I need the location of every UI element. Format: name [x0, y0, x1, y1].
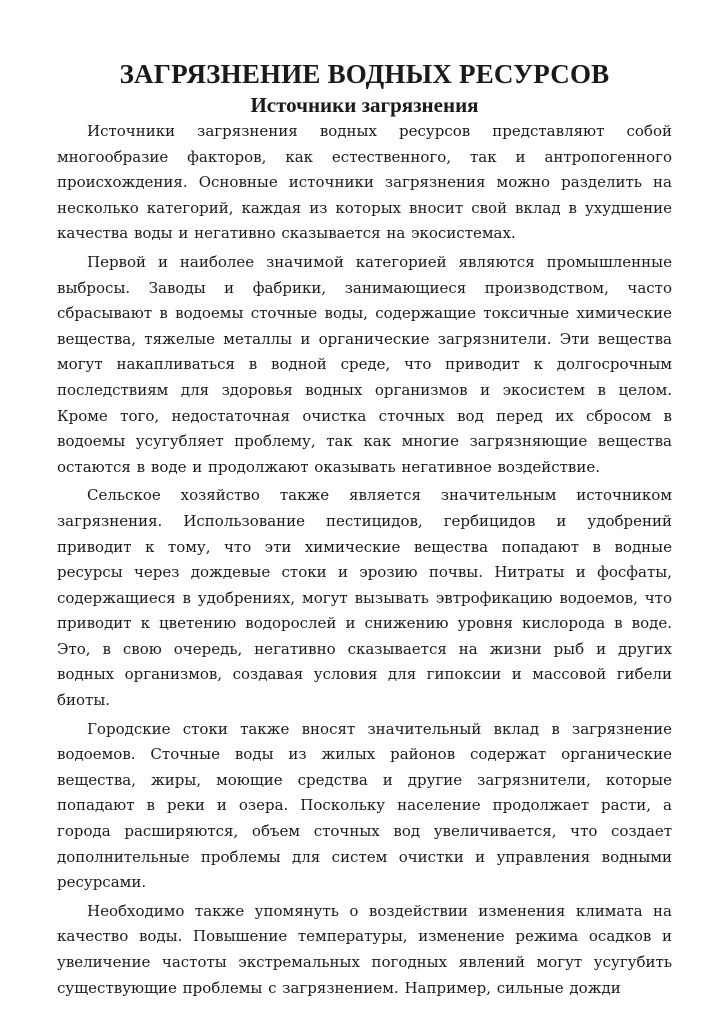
document-title: ЗАГРЯЗНЕНИЕ ВОДНЫХ РЕСУРСОВ	[119, 59, 610, 89]
paragraph: Необходимо также упомянуть о воздействии изменения климата на качество воды. Повышение температуры, изменение режима осадков и увеличение частоты экстремальных погодных явлений могут усугубить существующие проблемы с загрязнением. Например, сильные дожди	[57, 901, 672, 997]
paragraph: Сельское хозяйство также является значительным источником загрязнения. Использование пестицидов, гербицидов и удобрений приводит к тому, что эти химические вещества попадают в водные ресурсы через дождевые стоки и эрозию почвы. Нитраты и фосфаты, содержащиеся в удобрениях, могут вызывать эвтрофикацию водоемов, что приводит к цветению водорослей и снижению уровня кислорода в воде. Это, в свою очередь, негативно сказывается на жизни рыб и других водных организмов, создавая условия для гипоксии и массовой гибели биоты.	[57, 486, 672, 710]
document-page	[57, 58, 672, 1004]
paragraph: Источники загрязнения водных ресурсов представляют собой многообразие факторов, как естественного, так и антропогенного происхождения. Основные источники загрязнения можно разделить на несколько категорий, каждая из которых вносит свой вклад в ухудшение качества воды и негативно сказывается на экосистемах.	[57, 122, 672, 243]
paragraph: Первой и наиболее значимой категорией являются промышленные выбросы. Заводы и фабрики, занимающиеся производством, часто сбрасывают в водоемы сточные воды, содержащие токсичные химические вещества, тяжелые металлы и органические загрязнители. Эти вещества могут накапливаться в водной среде, что приводит к долгосрочным последствиям для здоровья водных организмов и экосистем в целом. Кроме того, недостаточная очистка сточных вод перед их сбросом в водоемы усугубляет проблему, так как многие загрязняющие вещества остаются в воде и продолжают оказывать негативное воздействие.	[57, 252, 672, 476]
section-title: Источники загрязнения	[250, 93, 479, 117]
paragraph: Городские стоки также вносят значительный вклад в загрязнение водоемов. Сточные воды из жилых районов содержат органические вещества, жиры, моющие средства и другие загрязнители, которые попадают в реки и озера. Поскольку население продолжает расти, а города расширяются, объем сточных вод увеличивается, что создает дополнительные проблемы для систем очистки и управления водными ресурсами.	[57, 719, 672, 892]
